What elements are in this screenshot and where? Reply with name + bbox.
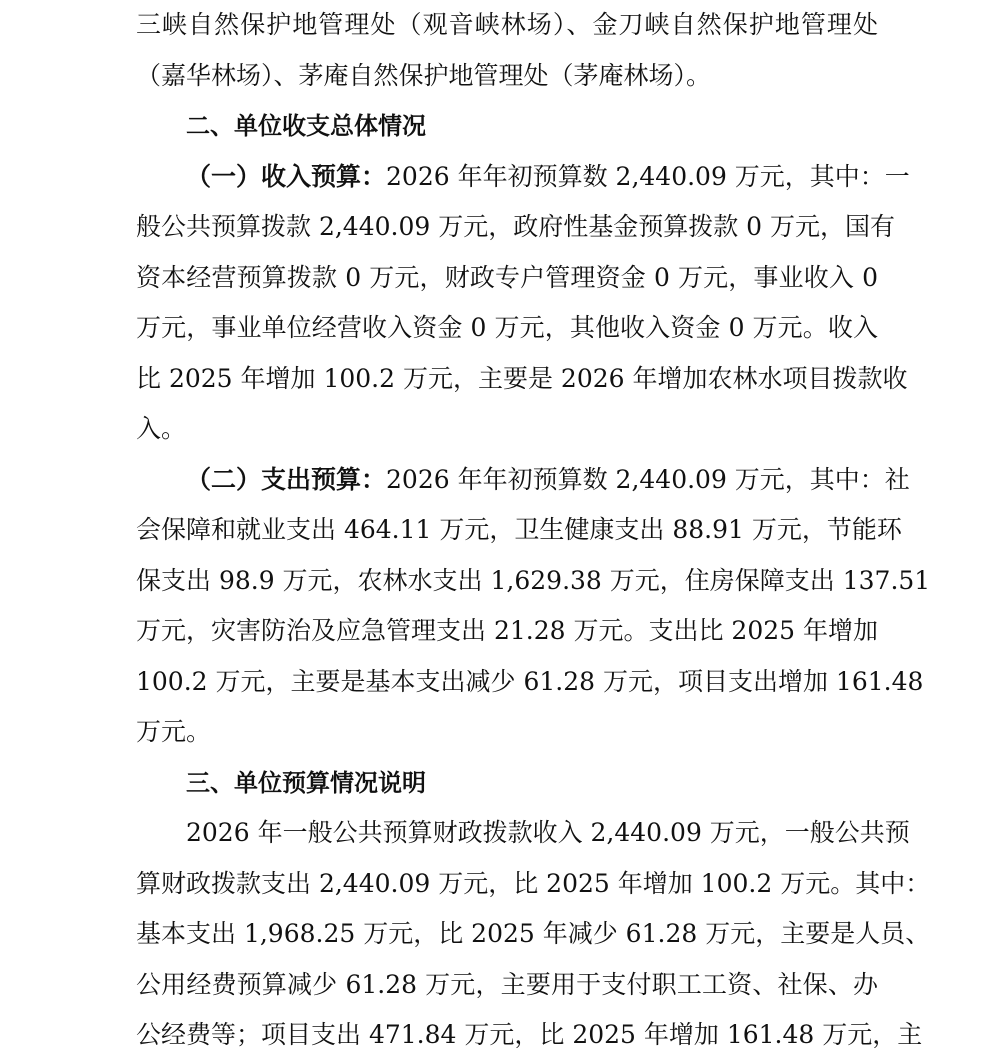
- expense-paragraph-line-2: 会保障和就业支出 464.11 万元，卫生健康支出 88.91 万元，节能环: [136, 515, 902, 544]
- section-3-paragraph-line-3: 基本支出 1,968.25 万元，比 2025 年减少 61.28 万元，主要是人员、: [136, 919, 931, 948]
- expense-paragraph-line-1: [136, 455, 910, 506]
- intro-line-2: （嘉华林场）、茅庵自然保护地管理处（茅庵林场）。: [136, 60, 712, 90]
- income-paragraph-line-4: 万元，事业单位经营收入资金 0 万元，其他收入资金 0 万元。收入: [136, 313, 878, 342]
- income-paragraph-line-3: 资本经营预算拨款 0 万元，财政专户管理资金 0 万元，事业收入 0: [136, 262, 878, 292]
- income-paragraph-line-2: 般公共预算拨款 2,440.09 万元，政府性基金预算拨款 0 万元，国有: [136, 212, 896, 241]
- section-3-paragraph-line-2: 算财政拨款支出 2,440.09 万元，比 2025 年增加 100.2 万元。其中：: [136, 868, 931, 898]
- income-paragraph-line-1: [136, 152, 910, 203]
- section-3-paragraph-line-1: 2026 年一般公共预算财政拨款收入 2,440.09 万元，一般公共预: [186, 818, 910, 847]
- section-3-paragraph-line-5: 公经费等；项目支出 471.84 万元，比 2025 年增加 161.48 万元，主: [136, 1020, 923, 1049]
- expense-paragraph-line-4: 万元，灾害防治及应急管理支出 21.28 万元。支出比 2025 年增加: [136, 616, 878, 645]
- income-paragraph-line-6: 入。: [136, 414, 187, 443]
- intro-line-1: 三峡自然保护地管理处（观音峡林场）、金刀峡自然保护地管理处: [136, 10, 878, 39]
- income-paragraph-line-5: 比 2025 年增加 100.2 万元，主要是 2026 年增加农林水项目拨款收: [136, 363, 908, 393]
- expense-paragraph-line-3: 保支出 98.9 万元，农林水支出 1,629.38 万元，住房保障支出 137.51: [136, 565, 931, 595]
- section-3-paragraph-line-4: 公用经费预算减少 61.28 万元，主要用于支付职工工资、社保、办: [136, 969, 878, 999]
- expense-paragraph-line-5: 100.2 万元，主要是基本支出减少 61.28 万元，项目支出增加 161.48: [136, 666, 924, 696]
- expense-paragraph-line-6: 万元。: [136, 717, 212, 746]
- income-label: （一）收入预算：: [186, 161, 387, 191]
- section-2-heading: 二、单位收支总体情况: [186, 112, 426, 140]
- document-page: [136, 0, 931, 1061]
- section-3-heading: 三、单位预算情况说明: [186, 768, 426, 797]
- expense-label: （二）支出预算：: [186, 464, 387, 494]
- income-first-line-text: 2026 年年初预算数 2,440.09 万元，其中：一: [386, 161, 910, 191]
- expense-first-line-text: 2026 年年初预算数 2,440.09 万元，其中：社: [386, 464, 910, 494]
